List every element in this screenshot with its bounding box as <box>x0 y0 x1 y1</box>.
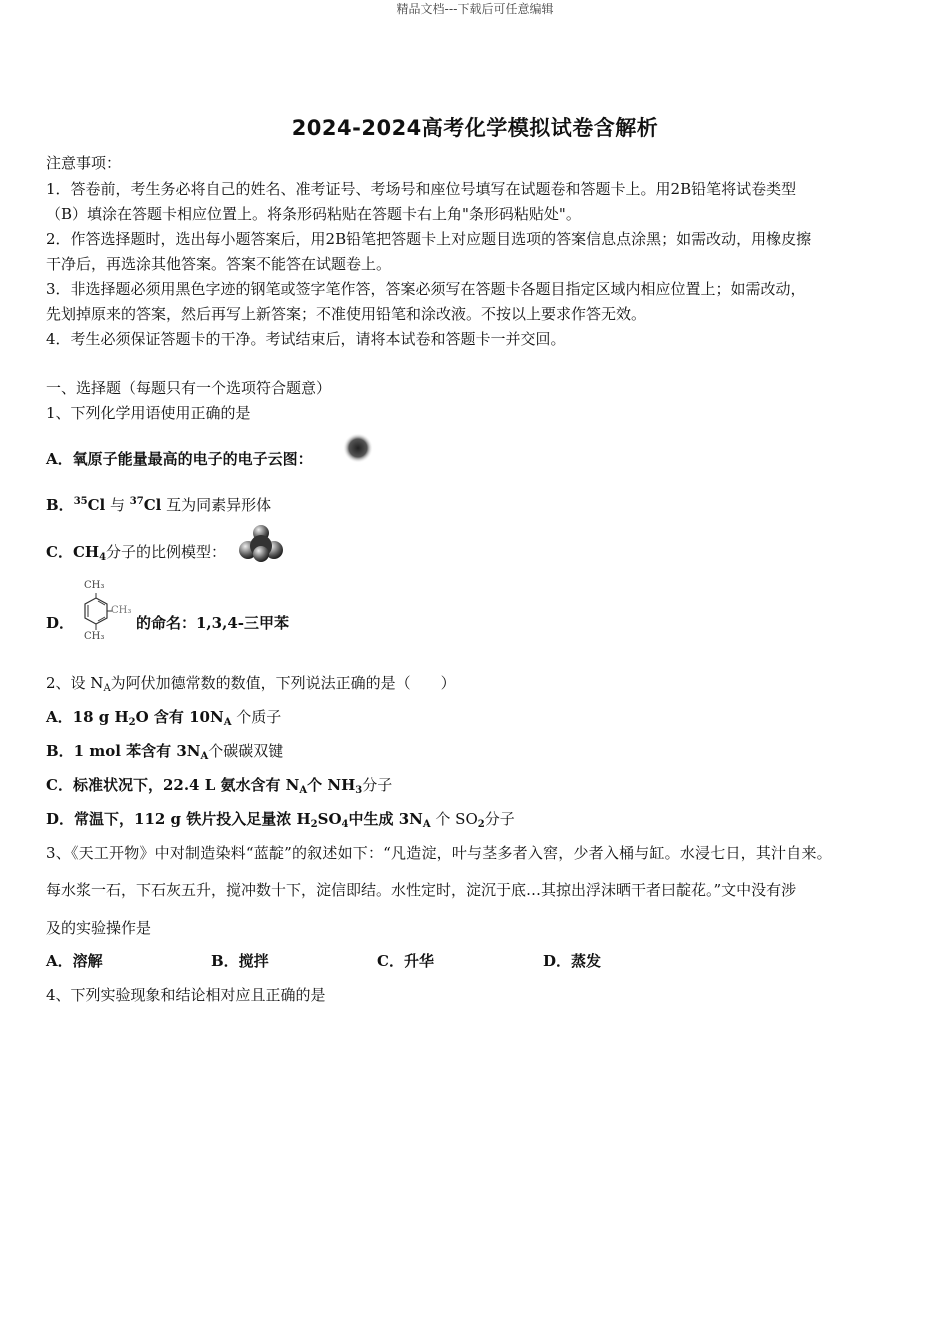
notice-line: 4．考生必须保证答题卡的干净。考试结束后，请将本试卷和答题卡一并交回。 <box>46 330 566 348</box>
page-title: 2024-2024高考化学模拟试卷含解析 <box>291 116 659 140</box>
q4-stem: 4、下列实验现象和结论相对应且正确的是 <box>46 986 326 1004</box>
element-cl: Cl <box>143 496 162 514</box>
notice-heading: 注意事项： <box>46 154 122 172</box>
q2-c-1: C．标准状况下，22.4 L 氨水含有 N <box>46 776 300 794</box>
q1-option-b <box>46 494 271 515</box>
q2-stem <box>46 672 456 694</box>
q2-d-3: 中生成 3N <box>348 810 423 828</box>
q2-d-4: 个 SO <box>430 810 478 828</box>
q2-option-a <box>46 706 281 728</box>
section-heading: 一、选择题（每题只有一个选项符合题意） <box>46 379 332 397</box>
q1-option-b-mid: 与 <box>105 496 130 514</box>
q2-b-1: B．1 mol 苯含有 3N <box>46 742 201 760</box>
q2-a-3: 个质子 <box>231 708 282 726</box>
notice-line: 1．答卷前，考生务必将自己的姓名、准考证号、考场号和座位号填写在试题卷和答题卡上。用2B铅笔将试卷类型 <box>46 180 797 198</box>
isotope-mass-37: 37 <box>129 496 144 507</box>
q1-option-d-text: 的命名：1,3,4-三甲苯 <box>136 614 289 632</box>
q1-option-c-tail: 分子的比例模型： <box>106 543 227 561</box>
methane-model-icon <box>238 524 284 568</box>
q3-option-d: D．蒸发 <box>543 952 602 970</box>
subscript: 2 <box>128 717 136 728</box>
q2-option-c <box>46 774 392 796</box>
q2-stem-b: 为阿伏加德常数的数值，下列说法正确的是（ ） <box>110 674 456 692</box>
q2-d-2: SO <box>317 810 342 828</box>
q3-text-line: 每水浆一石，下石灰五升，搅冲数十下，淀信即结。水性定时，淀沉于底…其掠出浮沫晒干者曰靛花。”文中没有涉 <box>46 881 797 899</box>
subscript: A <box>200 751 209 762</box>
methyl-label-top: CH₃ <box>84 580 105 591</box>
q1-option-c-label: C．CH <box>46 543 100 561</box>
q1-option-b-tail: 互为同素异形体 <box>161 496 272 514</box>
trimethylbenzene-structure <box>76 582 136 648</box>
notice-line: 2．作答选择题时，选出每小题答案后，用2B铅笔把答题卡上对应题目选项的答案信息点涂黑；如需改动，用橡皮擦 <box>46 230 812 248</box>
methyl-label-bottom: CH₃ <box>84 631 105 642</box>
q3-option-b: B．搅拌 <box>211 952 269 970</box>
q3-text-line: 及的实验操作是 <box>46 919 152 937</box>
q2-a-1: A．18 g H <box>46 708 129 726</box>
notice-line: 干净后，再选涂其他答案。答案不能答在试题卷上。 <box>46 255 392 273</box>
q2-option-b <box>46 740 283 762</box>
notice-line: 先划掉原来的答案，然后再写上新答案；不准使用铅笔和涂改液。不按以上要求作答无效。 <box>46 305 647 323</box>
subscript: 4 <box>341 819 349 830</box>
electron-cloud-icon <box>342 432 374 468</box>
q1-option-d-label: D． <box>46 614 75 632</box>
q1-option-b-label: B． <box>46 496 74 514</box>
subscript: 3 <box>355 785 363 796</box>
isotope-mass-35: 35 <box>73 496 88 507</box>
subscript: A <box>299 785 308 796</box>
q2-c-2: 个 NH <box>307 776 356 794</box>
subscript: 2 <box>310 819 318 830</box>
q1-stem: 1、下列化学用语使用正确的是 <box>46 404 251 422</box>
q3-text-line: 3、《天工开物》中对制造染料“蓝靛”的叙述如下：“凡造淀，叶与茎多者入窖，少者入桶与缸。水浸七日，其汁自来。 <box>46 844 832 862</box>
methyl-label-right: CH₃ <box>111 605 132 616</box>
q1-option-a-text: A．氧原子能量最高的电子的电子云图： <box>46 450 313 468</box>
subscript: 4 <box>99 552 107 563</box>
header-note: 精品文档---下载后可任意编辑 <box>396 2 554 16</box>
q3-option-c: C．升华 <box>377 952 434 970</box>
q1-option-a <box>46 448 313 469</box>
q2-c-3: 分子 <box>362 776 393 794</box>
element-cl: Cl <box>87 496 106 514</box>
q2-d-5: 分子 <box>484 810 515 828</box>
subscript: A <box>223 717 232 728</box>
q1-option-c <box>46 541 226 563</box>
notice-line: 3．非选择题必须用黑色字迹的钢笔或签字笔作答，答案必须写在答题卡各题目指定区域内相应位置上；如需改动， <box>46 280 806 298</box>
q2-a-2: O 含有 10N <box>135 708 224 726</box>
q2-b-2: 个碳碳双键 <box>208 742 284 760</box>
notice-line: （B）填涂在答题卡相应位置上。将条形码粘贴在答题卡右上角"条形码粘贴处"。 <box>46 205 581 223</box>
subscript: 2 <box>477 819 485 830</box>
subscript: A <box>103 683 111 694</box>
q2-d-1: D．常温下，112 g 铁片投入足量浓 H <box>46 810 311 828</box>
subscript: A <box>422 819 431 830</box>
q2-option-d <box>46 808 515 830</box>
q3-option-a: A．溶解 <box>46 952 103 970</box>
q2-stem-a: 2、设 N <box>46 674 104 692</box>
